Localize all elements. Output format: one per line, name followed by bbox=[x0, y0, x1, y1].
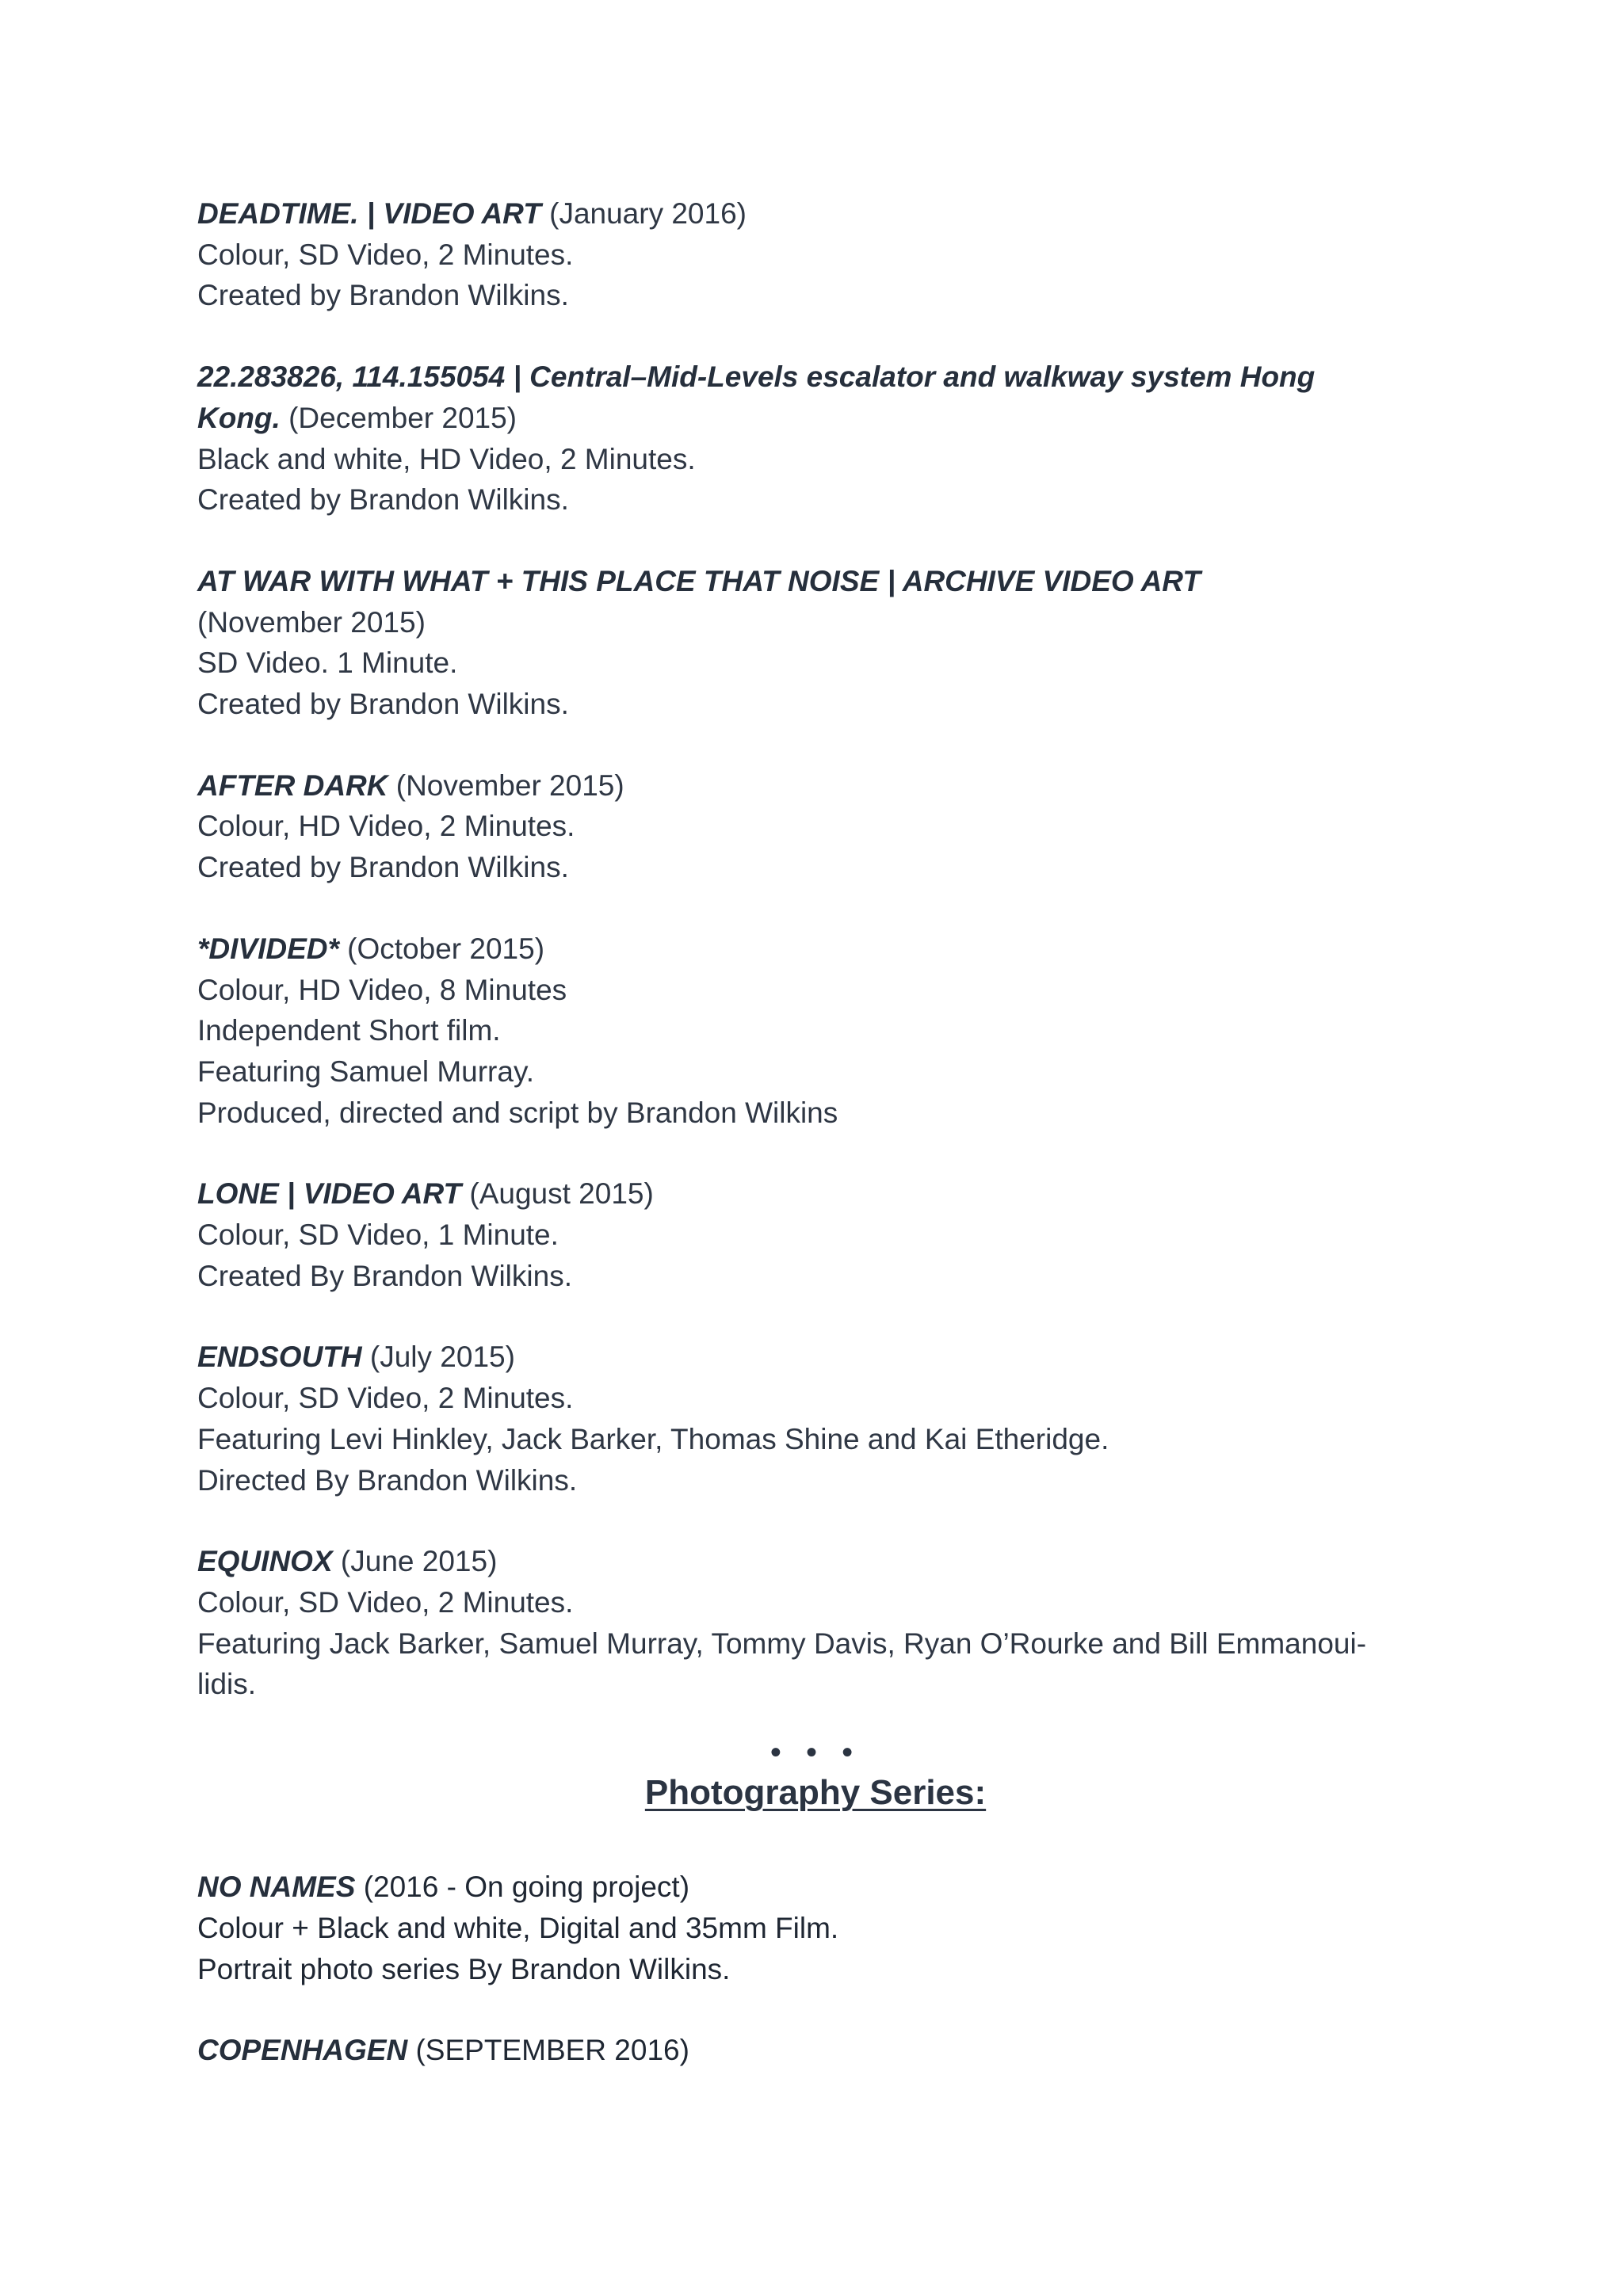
entry-title: EQUINOX bbox=[197, 1545, 333, 1578]
entry-date: (August 2015) bbox=[469, 1177, 654, 1211]
entry-detail: SD Video. 1 Minute. bbox=[197, 646, 458, 680]
entry-heading bbox=[197, 561, 1434, 602]
entry-title: 22.283826, 114.155054 | Central–Mid-Levels escalator and walkway system Hong bbox=[197, 360, 1316, 394]
entry-date: (June 2015) bbox=[340, 1545, 498, 1578]
entry-heading bbox=[197, 1541, 1434, 1582]
section-divider: • • • bbox=[769, 1735, 861, 1771]
entry-date-line bbox=[197, 602, 1434, 643]
video-entry-equinox bbox=[197, 1541, 1434, 1705]
entry-credit: Produced, directed and script by Brandon Wilkins bbox=[197, 1096, 838, 1129]
video-entry-endsouth bbox=[197, 1337, 1434, 1501]
entry-title: *DIVIDED* bbox=[197, 932, 339, 965]
entry-title: AFTER DARK bbox=[197, 769, 388, 802]
entry-heading bbox=[197, 2030, 1434, 2071]
document-page bbox=[197, 193, 1434, 2111]
entry-heading bbox=[197, 765, 1434, 807]
entry-featuring: Featuring Samuel Murray. bbox=[197, 1055, 534, 1088]
photo-entry-no-names bbox=[197, 1867, 1434, 1989]
entry-credit: Created By Brandon Wilkins. bbox=[197, 1259, 572, 1292]
entry-title: ENDSOUTH bbox=[197, 1341, 362, 1374]
entry-credit: Portrait photo series By Brandon Wilkins. bbox=[197, 1952, 731, 1985]
entry-detail: Colour, HD Video, 8 Minutes bbox=[197, 973, 567, 1006]
entry-date: (December 2015) bbox=[288, 401, 517, 434]
entry-detail: Colour, SD Video, 2 Minutes. bbox=[197, 1585, 574, 1619]
entry-title: AT WAR WITH WHAT + THIS PLACE THAT NOISE | ARCHIVE VIDEO ART bbox=[197, 564, 1201, 597]
entry-detail: Colour, SD Video, 2 Minutes. bbox=[197, 238, 574, 271]
entry-heading bbox=[197, 193, 1434, 235]
entry-credit: Directed By Brandon Wilkins. bbox=[197, 1463, 578, 1497]
video-entry-hong-kong bbox=[197, 357, 1434, 521]
entry-detail: Colour + Black and white, Digital and 35mm Film. bbox=[197, 1911, 839, 1944]
entry-heading bbox=[197, 357, 1434, 398]
entry-credit: Created by Brandon Wilkins. bbox=[197, 688, 569, 721]
entry-credit: Created by Brandon Wilkins. bbox=[197, 851, 569, 884]
entry-date: (October 2015) bbox=[347, 932, 545, 965]
entry-title: LONE | VIDEO ART bbox=[197, 1177, 462, 1211]
entry-title: NO NAMES bbox=[197, 1871, 356, 1904]
photo-entry-copenhagen bbox=[197, 2030, 1434, 2071]
entry-date: (January 2016) bbox=[549, 197, 747, 230]
entry-featuring: Featuring Levi Hinkley, Jack Barker, Thomas Shine and Kai Etheridge. bbox=[197, 1422, 1109, 1455]
entry-heading bbox=[197, 1867, 1434, 1908]
entry-date: (November 2015) bbox=[395, 769, 624, 802]
entry-date: (SEPTEMBER 2016) bbox=[415, 2034, 689, 2067]
entry-featuring-continued: lidis. bbox=[197, 1668, 257, 1701]
entry-featuring: Featuring Jack Barker, Samuel Murray, Tommy Davis, Ryan O’Rourke and Bill Emmanoui- bbox=[197, 1627, 1367, 1660]
entry-date: (November 2015) bbox=[197, 605, 426, 639]
video-entry-after-dark bbox=[197, 765, 1434, 888]
photography-section-heading: Photography Series: bbox=[644, 1773, 987, 1813]
entry-detail: Independent Short film. bbox=[197, 1014, 501, 1047]
video-entry-lone bbox=[197, 1173, 1434, 1296]
entry-heading bbox=[197, 1173, 1434, 1215]
entry-detail: Colour, HD Video, 2 Minutes. bbox=[197, 810, 575, 843]
entry-credit: Created by Brandon Wilkins. bbox=[197, 279, 569, 312]
entry-heading bbox=[197, 929, 1434, 970]
entry-title-continued: Kong. bbox=[197, 401, 281, 434]
entry-date: (July 2015) bbox=[369, 1341, 515, 1374]
entry-heading bbox=[197, 1337, 1434, 1378]
entry-credit: Created by Brandon Wilkins. bbox=[197, 483, 569, 517]
entry-detail: Colour, SD Video, 2 Minutes. bbox=[197, 1382, 574, 1415]
entry-date: (2016 - On going project) bbox=[363, 1871, 690, 1904]
entry-detail: Black and white, HD Video, 2 Minutes. bbox=[197, 442, 696, 475]
video-entry-at-war-with-what bbox=[197, 561, 1434, 725]
video-entry-divided bbox=[197, 929, 1434, 1134]
entry-title: DEADTIME. | VIDEO ART bbox=[197, 197, 541, 230]
entry-detail: Colour, SD Video, 1 Minute. bbox=[197, 1219, 559, 1252]
entry-heading-continued bbox=[197, 398, 1434, 439]
video-entry-deadtime bbox=[197, 193, 1434, 316]
entry-title: COPENHAGEN bbox=[197, 2034, 408, 2067]
